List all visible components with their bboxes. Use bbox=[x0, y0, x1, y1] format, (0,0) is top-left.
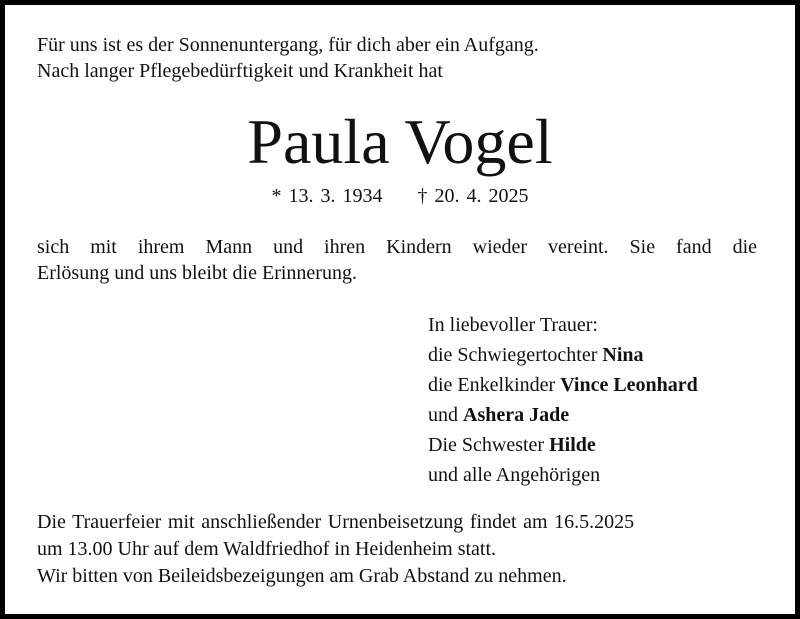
relation: Die Schwester bbox=[428, 434, 550, 456]
death-date: † 20. 4. 2025 bbox=[417, 185, 529, 207]
mourner-name: Nina bbox=[602, 344, 644, 366]
mourner-line bbox=[428, 340, 698, 370]
mourners-block bbox=[428, 310, 698, 490]
paragraph-line-2: Erlösung und uns bleibt die Erinnerung. bbox=[37, 262, 357, 284]
mourner-name: Hilde bbox=[549, 434, 596, 456]
mourner-line bbox=[428, 370, 698, 400]
mourner-line bbox=[428, 400, 698, 430]
relation: die Enkelkinder bbox=[428, 374, 561, 396]
funeral-line-3: Wir bitten von Beileidsbezeigungen am Grab Abstand zu nehmen. bbox=[37, 565, 567, 587]
deceased-name: Paula Vogel bbox=[247, 106, 553, 177]
relation: und bbox=[428, 404, 463, 426]
intro-line-2: Nach langer Pflegebedürftigkeit und Krankheit hat bbox=[37, 60, 443, 82]
mourner-name: Ashera Jade bbox=[463, 404, 570, 426]
mourner-line bbox=[428, 430, 698, 460]
funeral-line-2: um 13.00 Uhr auf dem Waldfriedhof in Heidenheim statt. bbox=[37, 538, 497, 560]
mourner-name: Vince Leonhard bbox=[560, 374, 698, 396]
funeral-line-1: Die Trauerfeier mit anschließender Urnenbeisetzung findet am 16.5.2025 bbox=[37, 511, 635, 533]
paragraph-line-1: sich mit ihrem Mann und ihren Kindern wieder vereint. Sie fand die bbox=[37, 236, 757, 258]
intro-line-1: Für uns ist es der Sonnenuntergang, für dich aber ein Aufgang. bbox=[37, 34, 539, 56]
birth-date: * 13. 3. 1934 bbox=[271, 185, 383, 207]
mourners-closing: und alle Angehörigen bbox=[428, 464, 601, 486]
mourners-heading: In liebevoller Trauer: bbox=[428, 314, 598, 336]
relation: die Schwiegertochter bbox=[428, 344, 603, 366]
life-dates bbox=[5, 185, 795, 208]
